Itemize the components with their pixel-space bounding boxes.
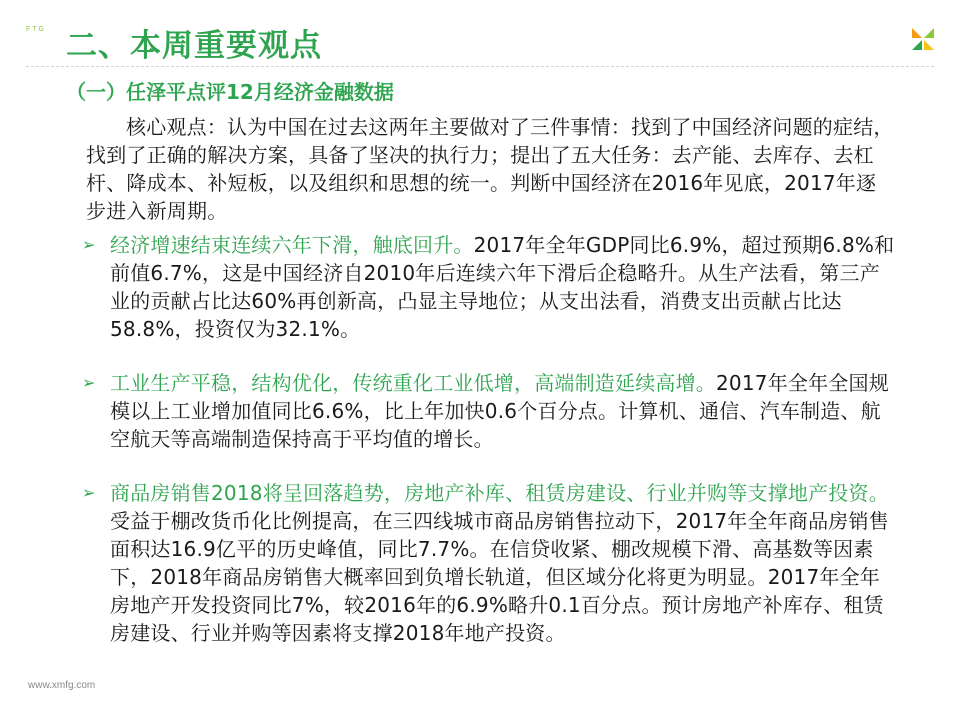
xmfg-logo [906,22,940,56]
bullet-item [82,479,896,647]
bullet-headline: 经济增速结束连续六年下滑，触底回升。 [110,233,474,257]
arrow-bullet-icon: ➢ [82,373,96,392]
footer-url: www.xmfg.com [28,680,96,691]
bullet-item [82,231,896,343]
page-title: 二、本周重要观点 [66,28,322,64]
bullet-headline: 商品房销售2018将呈回落趋势，房地产补库、租赁房建设、行业并购等支撑地产投资。 [110,481,889,505]
bullet-item [82,369,896,453]
corner-tag: FTG [26,26,46,33]
bullet-body: 2017年全年全国规模以上工业增加值同比6.6%，比上年加快0.6个百分点。计算机、通信、汽车制造、航空航天等高端制造保持高于平均值的增长。 [110,371,889,451]
arrow-bullet-icon: ➢ [82,235,96,254]
header-divider [26,66,934,67]
section-title: （一）任泽平点评12月经济金融数据 [66,80,394,104]
bullet-body: 受益于棚改货币化比例提高，在三四线城市商品房销售拉动下，2017年全年商品房销售面积达16.9亿平的历史峰值，同比7.7%。在信贷收紧、棚改规模下滑、高基数等因素下，2018年商品房销售大概率回到负增长轨道，但区域分化将更为明显。2017年全年房地产开发投资同比7%，较2016年的6.9%略升0.1百分点。预计房地产补库存、租赁房建设、行业并购等因素将支撑2018年地产投资。 [110,509,889,645]
bullet-body: 2017年全年GDP同比6.9%，超过预期6.8%和前值6.7%，这是中国经济自2010年后连续六年下滑后企稳略升。从生产法看，第三产业的贡献占比达60%再创新高，凸显主导地位；从支出法看，消费支出贡献占比达58.8%，投资仅为32.1%。 [110,233,895,341]
intro-paragraph: 核心观点：认为中国在过去这两年主要做对了三件事情：找到了中国经济问题的症结，找到了正确的解决方案，具备了坚决的执行力；提出了五大任务：去产能、去库存、去杠杆、降成本、补短板，以及组织和思想的统一。判断中国经济在2016年见底，2017年逐步进入新周期。 [86,115,894,223]
arrow-bullet-icon: ➢ [82,483,96,502]
body-text [82,113,896,647]
bullet-headline: 工业生产平稳，结构优化，传统重化工业低增，高端制造延续高增。 [110,371,716,395]
